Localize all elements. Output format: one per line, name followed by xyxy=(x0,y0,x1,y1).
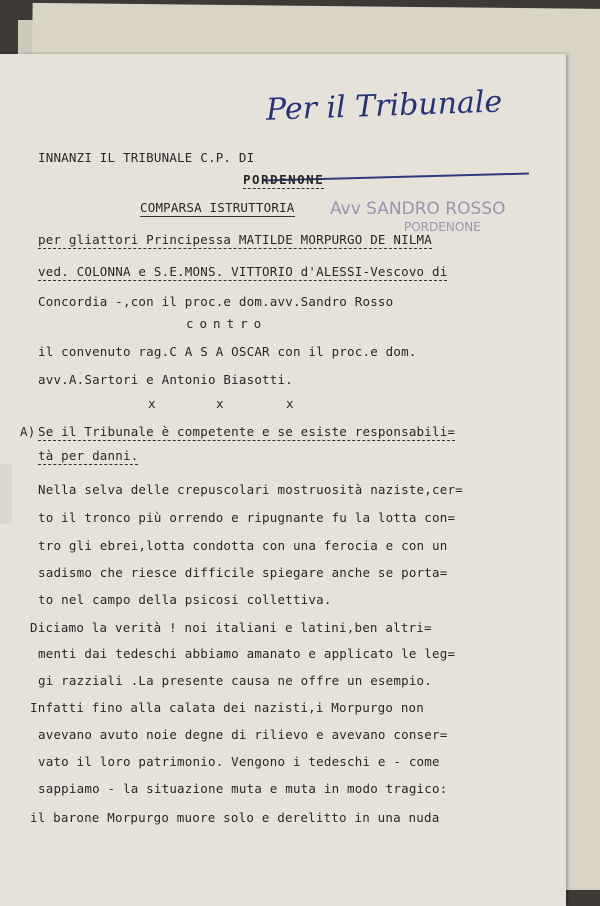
handwritten-signature: Per il Tribunale xyxy=(265,84,503,128)
separator-mark: x xyxy=(216,396,224,411)
document-title: COMPARSA ISTRUTTORIA xyxy=(140,200,295,215)
document-page xyxy=(0,54,566,906)
separator-mark: x xyxy=(148,396,156,411)
section-marker: A) xyxy=(20,424,36,439)
text-line: vato il loro patrimonio. Vengono i tedeschi e - come xyxy=(38,754,440,769)
court-heading: INNANZI IL TRIBUNALE C.P. DI xyxy=(38,150,255,165)
text-line: sadismo che riesce difficile spiegare anche se porta= xyxy=(38,565,448,580)
text-line: tro gli ebrei,lotta condotta con una ferocia e con un xyxy=(38,538,448,553)
text-line: avevano avuto noie degne di rilievo e avevano conser= xyxy=(38,727,448,742)
text-line: Diciamo la verità ! noi italiani e latini,ben altri= xyxy=(30,620,432,635)
contro-heading: contro xyxy=(186,316,268,331)
section-heading: tà per danni. xyxy=(38,448,139,463)
section-heading: Se il Tribunale è competente e se esiste responsabili= xyxy=(38,424,456,439)
text-line: Infatti fino alla calata dei nazisti,i Morpurgo non xyxy=(30,700,425,715)
text-line: il barone Morpurgo muore solo e derelitto in una nuda xyxy=(30,810,440,825)
stamp-line-2: PORDENONE xyxy=(404,220,481,234)
text-line: Nella selva delle crepuscolari mostruosità naziste,cer= xyxy=(38,482,463,497)
text-line: per gliattori Principessa MATILDE MORPURGO DE NILMA xyxy=(38,232,433,247)
stamp-line-1: Avv SANDRO ROSSO xyxy=(330,199,506,219)
text-line: to il tronco più orrendo e ripugnante fu la lotta con= xyxy=(38,510,456,525)
city-heading: PORDENONE xyxy=(243,172,325,187)
paper-fold xyxy=(0,464,12,524)
text-line: sappiamo - la situazione muta e muta in modo tragico: xyxy=(38,781,448,796)
text-line: to nel campo della psicosi collettiva. xyxy=(38,592,332,607)
text-line: avv.A.Sartori e Antonio Biasotti. xyxy=(38,372,293,387)
text-line: ved. COLONNA e S.E.MONS. VITTORIO d'ALESSI-Vescovo di xyxy=(38,264,448,279)
text-line: il convenuto rag.C A S A OSCAR con il proc.e dom. xyxy=(38,344,417,359)
text-line: menti dai tedeschi abbiamo amanato e applicato le leg= xyxy=(38,646,456,661)
separator-mark: x xyxy=(286,396,294,411)
text-line: Concordia -,con il proc.e dom.avv.Sandro Rosso xyxy=(38,294,394,309)
text-line: gi razziali .La presente causa ne offre un esempio. xyxy=(38,673,433,688)
